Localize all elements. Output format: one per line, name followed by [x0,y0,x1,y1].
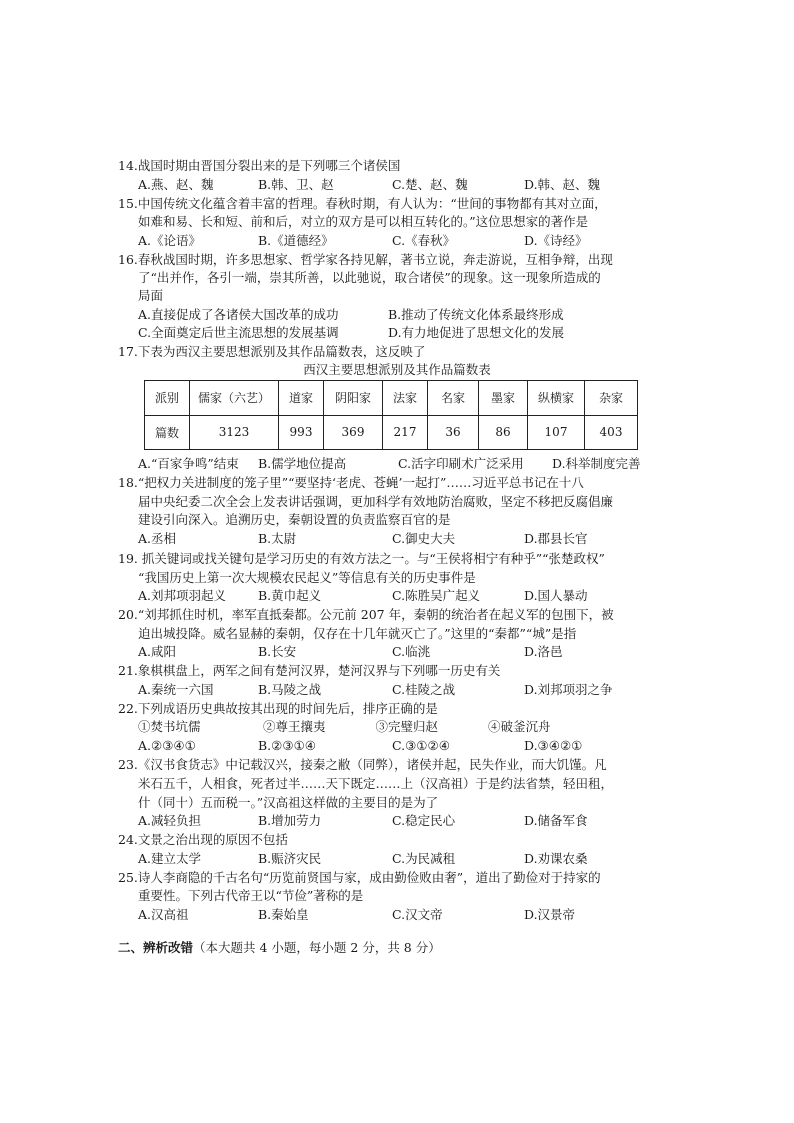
question-25-option-b: B.秦始皇 [258,907,309,922]
table-cell: 993 [279,415,324,450]
question-16-stem-line1: 16.春秋战国时期，许多思想家、哲学家各持见解，著书立说，奔走游说，互相争辩，出现 [118,252,613,267]
table-cell: 86 [479,415,528,450]
question-19-stem-line2: “我国历史上第一次大规模农民起义”等信息有关的历史事件是 [138,570,476,585]
question-18-option-c: C.御史大夫 [392,531,456,546]
question-18-option-d: D.郡县长官 [524,531,588,546]
table-header-cell: 阴阳家 [324,381,383,416]
question-16-stem-line2: 了“出并作，各引一端，崇其所善，以此驰说，取合诸侯”的现象。这一现象所造成的 [138,270,601,285]
question-15-option-a: A.《论语》 [138,233,202,248]
question-25-stem-line2: 重要性。下列古代帝王以“节俭”著称的是 [138,888,364,903]
question-16-option-d: D.有力地促进了思想文化的发展 [388,325,565,340]
question-23-stem-line3: 什（同十）五而税一。”汉高祖这样做的主要目的是为了 [138,795,439,810]
question-23-option-d: D.储备军食 [524,813,588,828]
question-24-stem: 24.文景之治出现的原因不包括 [118,832,288,847]
question-22-option-c: C.③①②④ [392,738,450,753]
question-18-stem-line1: 18.“把权力关进制度的笼子里”“要坚持‘老虎、苍蝇’一起打”……习近平总书记在十八 [118,475,584,490]
question-16-option-a: A.直接促成了各诸侯大国改革的成功 [138,307,339,322]
table-data-row [145,415,638,450]
question-22-option-d: D.③④②① [524,738,583,753]
table-header-row [145,381,638,416]
table-header-cell: 纵横家 [528,381,585,416]
question-14-stem: 14.战国时期由晋国分裂出来的是下列哪三个诸侯国 [118,158,401,173]
question-17-option-c: C.活字印刷术广泛采用 [398,456,524,471]
question-16-stem-line3: 局面 [138,288,164,303]
question-17-option-a: A.“百家争鸣”结束 [138,456,239,471]
question-19-option-b: B.黄巾起义 [258,588,322,603]
table-header-cell: 儒家（六艺） [190,381,279,416]
question-22-option-a: A.②③④① [138,738,196,753]
section-note: （本大题共 4 小题，每小题 2 分，共 8 分） [193,940,441,955]
question-19-option-d: D.国人暴动 [524,588,588,603]
question-19-stem-line1: 19. 抓关键词或找关键句是学习历史的有效方法之一。与“王侯将相宁有种乎”“张楚政权” [118,551,605,566]
table-cell: 36 [428,415,479,450]
table-cell: 403 [585,415,638,450]
question-25-option-d: D.汉景帝 [524,907,576,922]
question-20-option-c: C.临洮 [392,644,431,659]
question-20-option-b: B.长安 [258,644,297,659]
question-21-option-d: D.刘邦项羽之争 [524,682,613,697]
question-24-option-d: D.劝课农桑 [524,851,588,866]
table-cell: 369 [324,415,383,450]
question-20-option-d: D.洛邑 [524,644,563,659]
question-16-option-c: C.全面奠定后世主流思想的发展基调 [138,325,339,340]
question-23-option-c: C.稳定民心 [392,813,456,828]
table-header-cell: 道家 [279,381,324,416]
question-20-stem-line1: 20.“刘邦抓住时机，率军直抵秦都。公元前 207 年，秦朝的统治者在起义军的包围下，被 [118,607,614,622]
question-14-option-b: B.韩、卫、赵 [258,177,334,192]
question-23-option-b: B.增加劳力 [258,813,322,828]
table-cell: 3123 [190,415,279,450]
question-23-option-a: A.减轻负担 [138,813,202,828]
question-14-option-c: C.楚、赵、魏 [392,177,468,192]
question-21-option-a: A.秦统一六国 [138,682,214,697]
question-25-stem-line1: 25.诗人李商隐的千古名句“历览前贤国与家，成由勤俭败由奢”，道出了勤俭对于持家的 [118,870,601,885]
question-17-option-d: D.科举制度完善 [552,456,641,471]
question-18-stem-line2: 届中央纪委二次全会上发表讲话强调，更加科学有效地防治腐败，坚定不移把反腐倡廉 [138,494,614,509]
question-21-stem: 21.象棋棋盘上，两军之间有楚河汉界，楚河汉界与下列哪一历史有关 [118,663,501,678]
question-21-option-b: B.马陵之战 [258,682,322,697]
table-header-cell: 派别 [145,381,190,416]
question-17-stem: 17.下表为西汉主要思想派别及其作品篇数表，这反映了 [118,344,426,359]
section-title: 二、辨析改错 [118,940,194,955]
question-24-option-c: C.为民减租 [392,851,456,866]
question-15-option-b: B.《道德经》 [258,233,334,248]
table-header-cell: 杂家 [585,381,638,416]
question-22-items: ①焚书坑儒 ②尊王攘夷 ③完璧归赵 ④破釜沉舟 [138,719,551,734]
question-24-option-b: B.赈济灾民 [258,851,322,866]
schools-works-table [144,380,638,450]
question-15-option-c: C.《春秋》 [392,233,456,248]
table-caption: 西汉主要思想派别及其作品篇数表 [303,362,491,377]
question-22-stem: 22.下列成语历史典故按其出现的时间先后，排序正确的是 [118,701,438,716]
table-cell: 217 [383,415,428,450]
question-25-option-c: C.汉文帝 [392,907,443,922]
question-17-option-b: B.儒学地位提高 [258,456,347,471]
question-24-option-a: A.建立太学 [138,851,202,866]
table-cell: 107 [528,415,585,450]
question-18-option-b: B.太尉 [258,531,297,546]
question-20-stem-line2: 迫出城投降。威名显赫的秦朝，仅存在十几年就灭亡了。”这里的“秦都”“城”是指 [138,626,577,641]
question-16-option-b: B.推动了传统文化体系最终形成 [388,307,564,322]
section-heading [118,940,441,956]
table-header-cell: 法家 [383,381,428,416]
question-15-stem-line2: 如难和易、长和短、前和后，对立的双方是可以相互转化的。”这位思想家的著作是 [138,214,589,229]
question-23-stem-line2: 米石五千，人相食，死者过半……天下既定……上（汉高祖）于是约法省禁，轻田租， [138,776,614,791]
table-header-cell: 墨家 [479,381,528,416]
question-18-stem-line3: 建设引向深入。追溯历史，秦朝设置的负责监察百官的是 [138,512,451,527]
question-19-option-c: C.陈胜吴广起义 [392,588,481,603]
question-14-option-a: A.燕、赵、魏 [138,177,214,192]
question-19-option-a: A.刘邦项羽起义 [138,588,227,603]
question-21-option-c: C.桂陵之战 [392,682,456,697]
question-15-stem-line1: 15.中国传统文化蕴含着丰富的哲理。春秋时期，有人认为：“世间的事物都有其对立面， [118,196,607,211]
table-header-cell: 名家 [428,381,479,416]
question-20-option-a: A.咸阳 [138,644,177,659]
table-cell: 篇数 [145,415,190,450]
question-18-option-a: A.丞相 [138,531,177,546]
question-14-option-d: D.韩、赵、魏 [524,177,601,192]
question-15-option-d: D.《诗经》 [524,233,588,248]
question-25-option-a: A.汉高祖 [138,907,189,922]
question-23-stem-line1: 23.《汉书食货志》中记载汉兴，接秦之敝（同弊），诸侯并起，民失作业，而大饥馑。凡 [118,757,607,772]
question-22-option-b: B.②③①④ [258,738,316,753]
